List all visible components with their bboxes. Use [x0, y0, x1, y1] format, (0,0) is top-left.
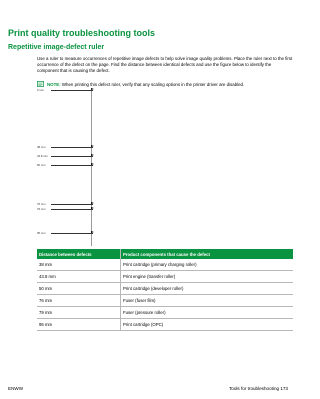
distance-cell: 76 mm	[37, 295, 121, 307]
table-row	[37, 259, 293, 271]
table-row	[37, 307, 293, 319]
ruler-mark	[37, 145, 97, 151]
arrow-right-icon	[91, 145, 94, 147]
page-heading: Print quality troubleshooting tools	[8, 28, 155, 38]
ruler-mark-line	[51, 90, 93, 91]
component-cell: Fuser (fuser film)	[121, 295, 294, 307]
ruler-mark	[37, 154, 97, 160]
note	[47, 82, 244, 87]
component-cell: Print cartridge (developer roller)	[121, 283, 294, 295]
column-header: Distance between defects	[37, 249, 121, 259]
ruler-mark-line	[51, 233, 93, 234]
note-icon	[37, 81, 44, 87]
column-header: Product components that cause the defect	[121, 249, 294, 259]
ruler-mark	[37, 207, 97, 213]
arrow-right-icon	[91, 88, 94, 90]
ruler-mark	[37, 163, 97, 169]
ruler-mark-line	[51, 209, 93, 210]
note-text: When printing this defect ruler, verify that any scaling options in the printer driver are disabled.	[61, 82, 245, 87]
arrow-right-icon	[91, 154, 94, 156]
arrow-right-icon	[91, 207, 94, 209]
component-cell: Print cartridge (primary charging roller)	[121, 259, 294, 271]
table-row	[37, 271, 293, 283]
distance-cell: 50 mm	[37, 283, 121, 295]
ruler-mark-label: 95 mm	[37, 230, 46, 235]
footer-right: Tools for troubleshooting 173	[229, 386, 288, 391]
component-cell: Print cartridge (OPC)	[121, 319, 294, 331]
ruler-mark-label: 50 mm	[37, 163, 46, 167]
component-cell: Fuser (pressure roller)	[121, 307, 294, 319]
ruler-mark-label: 0 mm	[37, 88, 44, 92]
component-cell: Print engine (transfer roller)	[121, 271, 294, 283]
table-row	[37, 283, 293, 295]
distance-cell: 38 mm	[37, 259, 121, 271]
ruler-mark	[37, 231, 97, 237]
intro-paragraph: Use a ruler to measure occurrences of repetitive image defects to help solve image quality problems. Place the ruler next to the first occurrence of the defect on the page. Find the distance between identical defects and use the figure below to identify the component that is causing the defect.	[37, 56, 293, 74]
ruler-mark-label: 38 mm	[37, 145, 46, 149]
section-heading: Repetitive image-defect ruler	[8, 44, 105, 51]
distance-cell: 95 mm	[37, 319, 121, 331]
ruler-mark-line	[51, 204, 93, 205]
table-row	[37, 295, 293, 307]
defect-table	[37, 249, 293, 331]
ruler-mark	[37, 88, 97, 94]
ruler-mark-line	[51, 147, 93, 148]
note-label: NOTE:	[47, 82, 61, 87]
arrow-right-icon	[91, 163, 94, 165]
ruler-mark-label: 76 mm	[37, 202, 46, 206]
arrow-right-icon	[91, 202, 94, 204]
distance-cell: 79 mm	[37, 307, 121, 319]
ruler-mark-label: 79 mm	[37, 206, 46, 211]
table-header-row	[37, 249, 293, 259]
arrow-right-icon	[91, 231, 94, 233]
table-row	[37, 319, 293, 331]
ruler-mark-line	[51, 156, 93, 157]
ruler-mark-label: 43.8 mm	[37, 153, 48, 158]
distance-cell: 43.8 mm	[37, 271, 121, 283]
ruler-mark-line	[51, 165, 93, 166]
footer-left: ENWW	[8, 386, 24, 391]
